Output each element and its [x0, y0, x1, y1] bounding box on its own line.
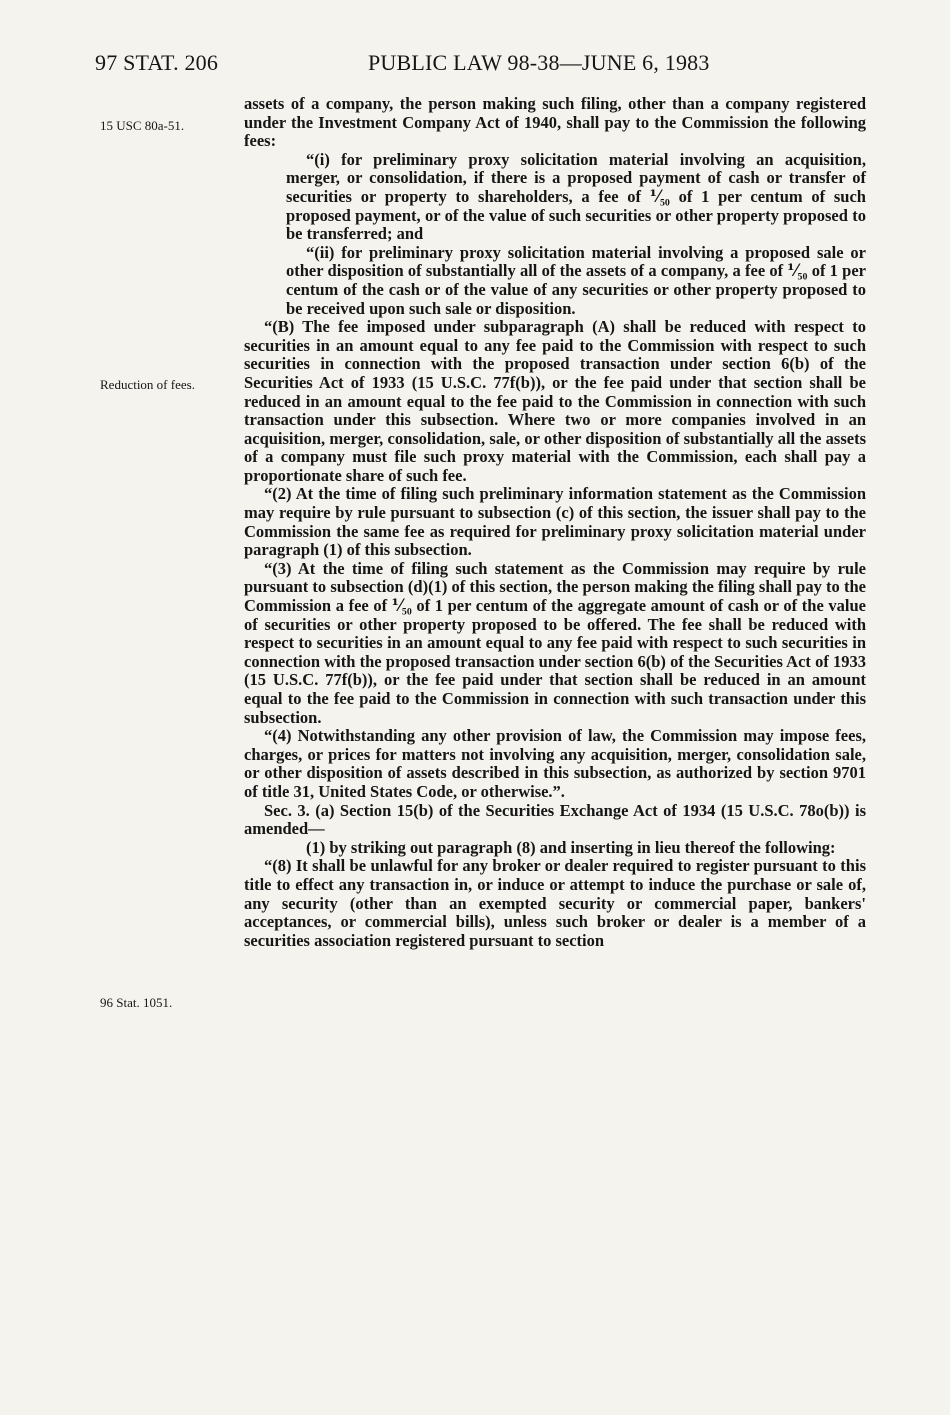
margin-note-stat-citation: 96 Stat. 1051.: [100, 995, 173, 1010]
paragraph-8: “(8) It shall be unlawful for any broker or dealer required to register pursuant to this title to effect any transaction in, or induce or attempt to induce the purchase or sale of, any security (other than an exempted security or commercial paper, bankers' acceptances, or commercial bills), unless such broker or dealer is a member of a securities association registered pursuant to section: [244, 856, 866, 950]
statute-body-text: [244, 95, 866, 950]
paragraph-assets-of-company: assets of a company, the person making such filing, other than a company registered under the Investment Company Act of 1940, shall pay to the Commission the following fees:: [244, 94, 866, 151]
paragraph-subparagraph-b: “(B) The fee imposed under subparagraph (A) shall be reduced with respect to securities in an amount equal to any fee paid to the Commission with respect to such securities in connection with the proposed transaction under section 6(b) of the Securities Act of 1933 (15 U.S.C. 77f(b)), or the fee paid under that section shall be reduced in an amount equal to the fee paid to the Commission in connection with such transaction under this subsection. Where two or more companies involved in an acquisition, merger, consolidation, sale, or other disposition of substantially all the assets of a company must file such proxy material with the Commission, each shall pay a proportionate share of such fee.: [244, 317, 866, 485]
paragraph-3: “(3) At the time of filing such statement as the Commission may require by rule pursuant to subsection (d)(1) of this section, the person making the filing shall pay to the Commission a fee of ⅟₅₀ of 1 per centum of the aggregate amount of cash or of the value of securities or other property proposed to be offered. The fee shall be reduced with respect to securities in an amount equal to any fee paid with respect to such securities in connection with the proposed transaction under section 6(b) of the Securities Act of 1933 (15 U.S.C. 77f(b)), or the fee paid under that section shall be reduced in an amount equal to the fee paid to the Commission in connection with such transaction under this subsection.: [244, 558, 866, 727]
statute-page-number: 97 STAT. 206: [95, 50, 219, 75]
paragraph-2: “(2) At the time of filing such preliminary information statement as the Commission may require by rule pursuant to subsection (c) of this section, the issuer shall pay to the Commission the same fee as required for preliminary proxy solicitation material under paragraph (1) of this subsection.: [244, 484, 866, 560]
paragraph-clause-ii: “(ii) for preliminary proxy solicitation material involving a proposed sale or other disposition of substantially all of the assets of a company, a fee of ⅟₅₀ of 1 per centum of the cash or of the value of any securities or other property proposed to be received upon such sale or disposition.: [286, 242, 866, 318]
paragraph-clause-i: “(i) for preliminary proxy solicitation material involving an acquisition, merger, or consolidation, if there is a proposed payment of cash or transfer of securities or property to shareholders, a fee of ⅟₅₀ of 1 per centum of such proposed payment, or of the value of such securities or other property proposed to be transferred; and: [286, 149, 866, 244]
paragraph-section-3: Sec. 3. (a) Section 15(b) of the Securities Exchange Act of 1934 (15 U.S.C. 78o(b)) is amended—: [244, 800, 866, 839]
margin-note-reduction-of-fees: Reduction of fees.: [100, 377, 195, 392]
paragraph-4: “(4) Notwithstanding any other provision of law, the Commission may impose fees, charges, or prices for matters not involving any acquisition, merger, consolidation sale, or other disposition of assets described in this subsection, as authorized by section 9701 of title 31, United States Code, or otherwise.”.: [244, 726, 866, 801]
margin-note-usc-citation: 15 USC 80a-51.: [100, 118, 185, 133]
public-law-header: PUBLIC LAW 98-38—JUNE 6, 1983: [368, 50, 710, 75]
paragraph-amendment-1: (1) by striking out paragraph (8) and inserting in lieu thereof the following:: [306, 837, 836, 857]
